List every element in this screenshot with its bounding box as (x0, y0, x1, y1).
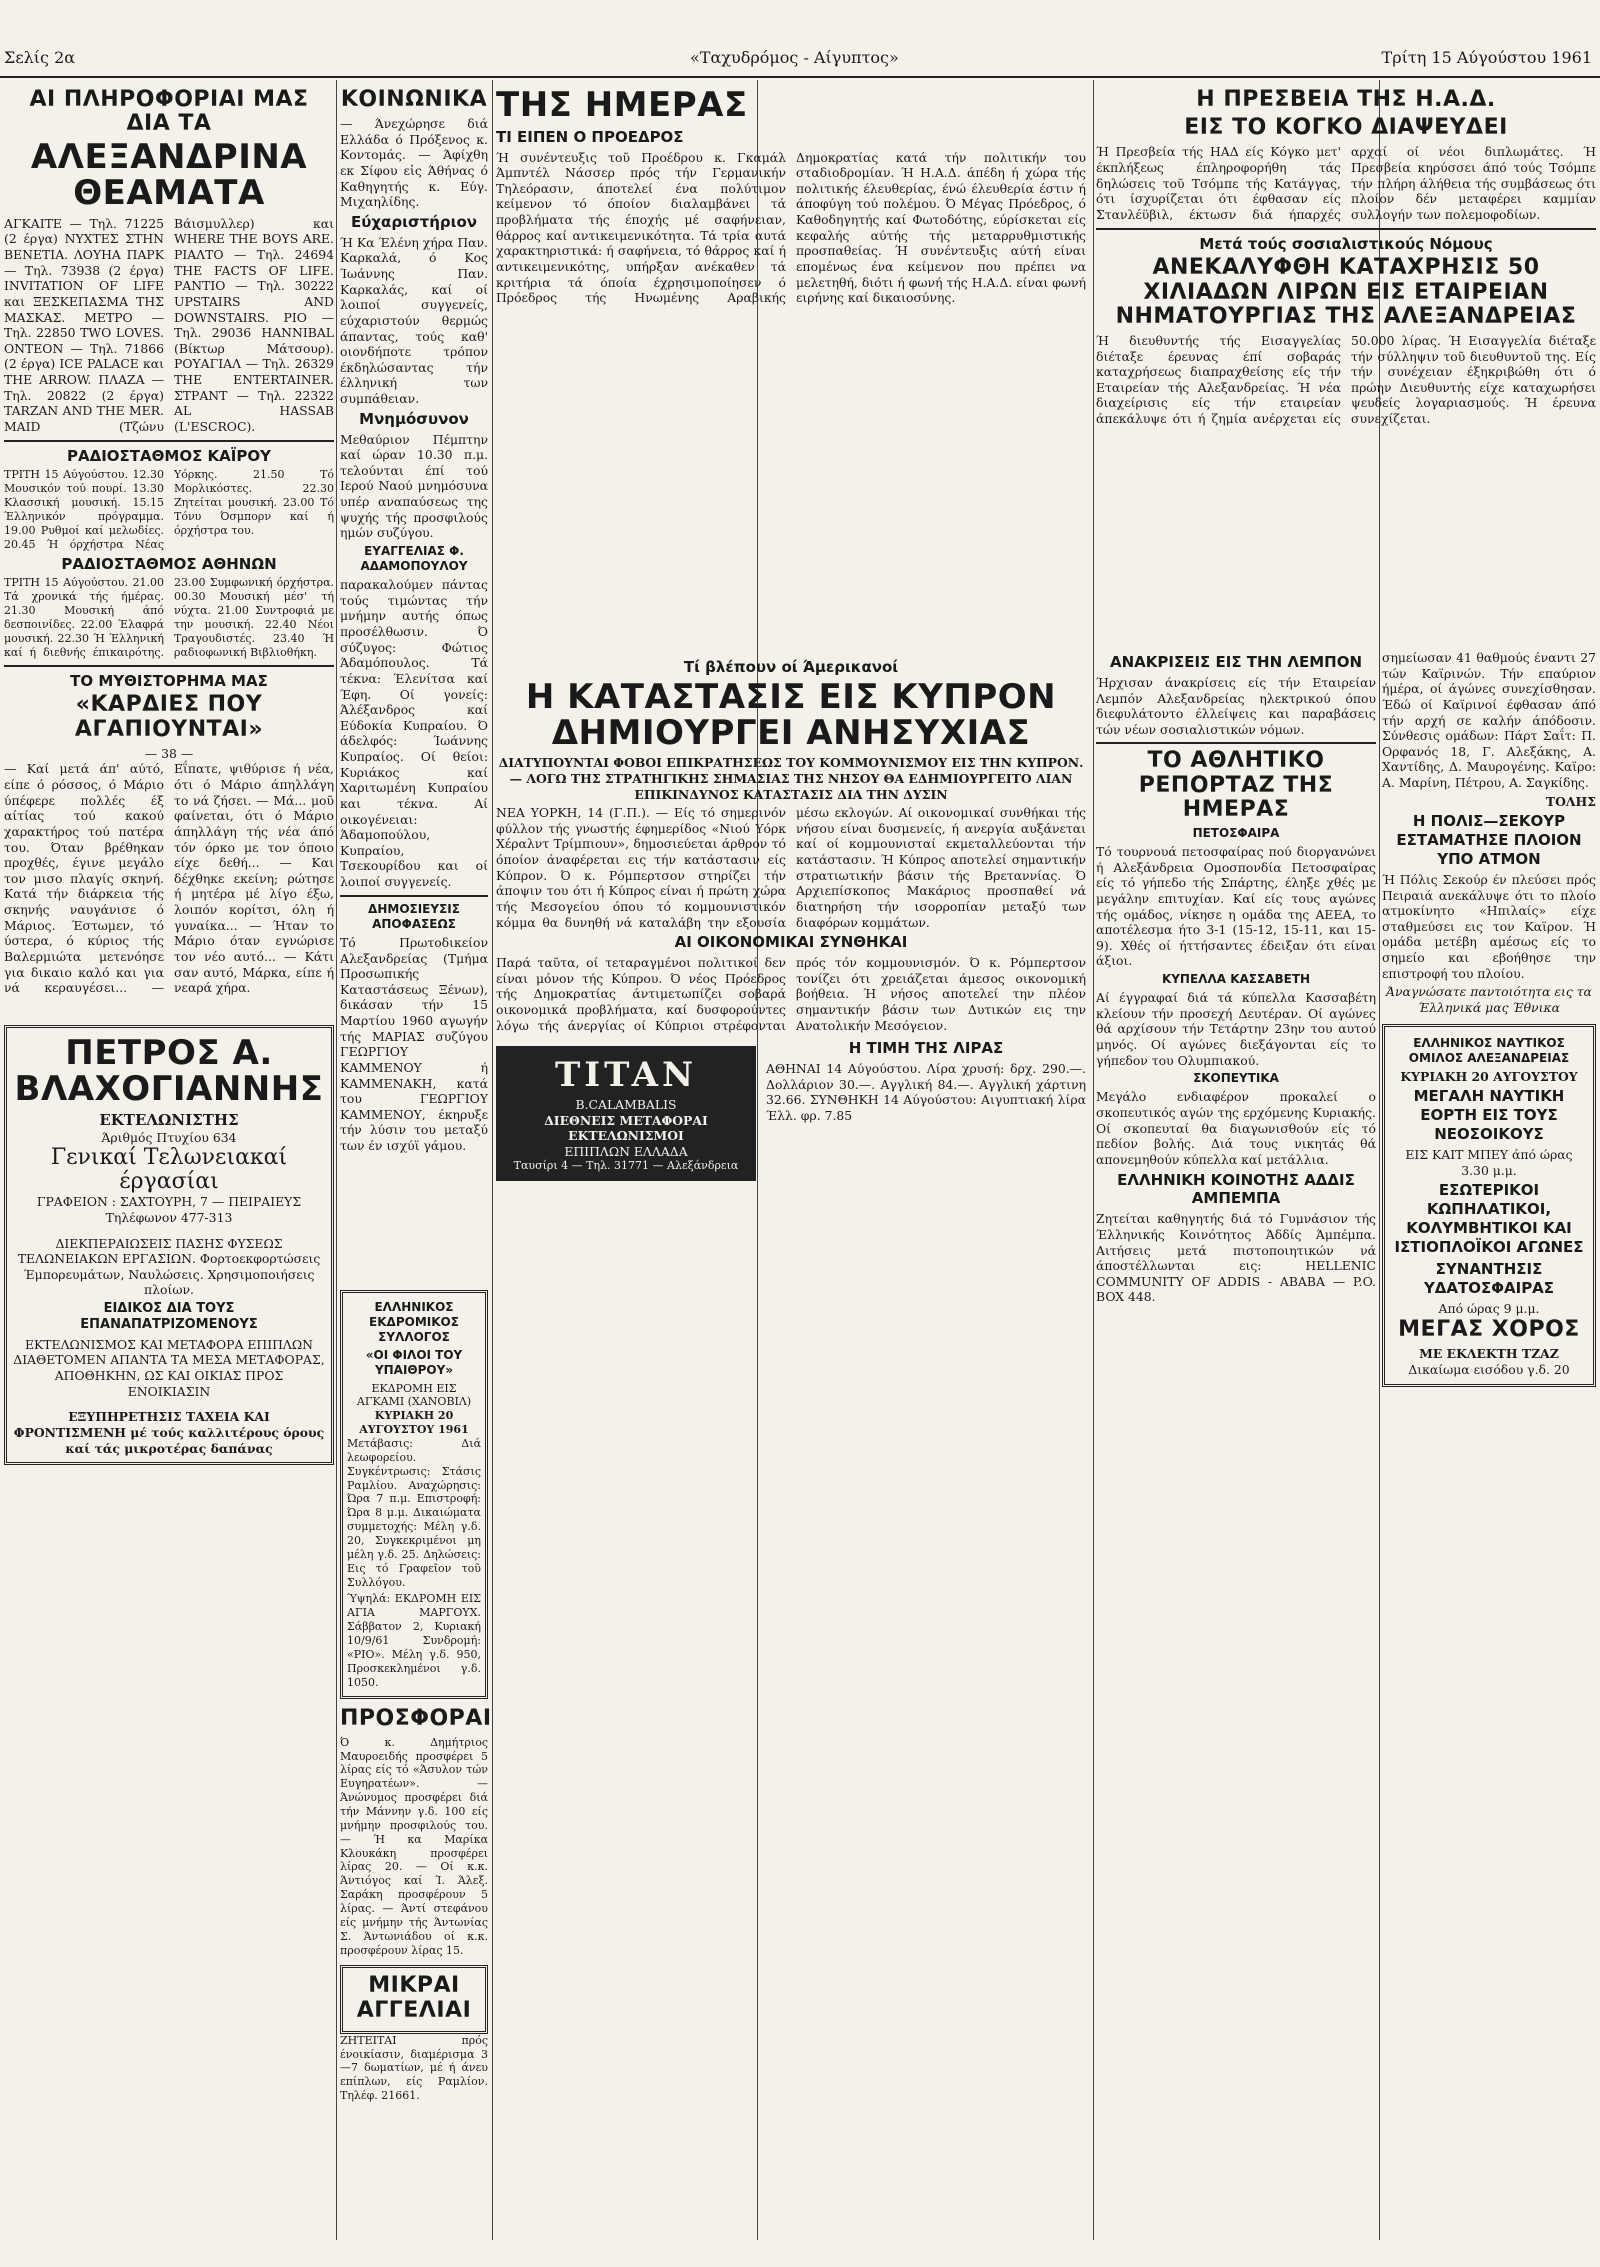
titan-ad (496, 1036, 756, 1181)
theatres-title-2: ΑΛΕΞΑΝΔΡΙΝΑ ΘΕΑΜΑΤΑ (30, 137, 308, 214)
cyprus-headline: Η ΚΑΤΑΣΤΑΣΙΣ ΕΙΣ ΚΥΠΡΟΝ ΔΗΜΙΟΥΡΓΕΙ ΑΝΗΣΥΧΙΑΣ (525, 676, 1057, 753)
radio-cairo-schedule: ΤΡΙΤΗ 15 Αύγούστου. 12.30 Μουσικόν τού πουρί. 13.30 Κλασσική μουσική. 15.15 Έλληνικόν πρόγραμμα. 19.00 Ρυθμοί καί μελωδίες. 20.45 Ή όρχήστρα Νέας Υόρκης. 21.50 Τό Μορλικόστες. 22.30 Ζητείται μουσική. 23.00 Τό Τόνυ Όσμπορν καί ή όρχήστρα του. (4, 468, 334, 551)
sports-title: ΤΟ ΑΘΛΗΤΙΚΟ ΡΕΠΟΡΤΑΖ ΤΗΣ ΗΜΕΡΑΣ (1138, 748, 1334, 822)
naut-from: Από ώρας 9 μ.μ. (1438, 1300, 1540, 1316)
community-text: Ζητείται καθηγητής διά τό Γυμνάσιον τής Έλληνικής Κοινότητος Άδδίς Άμπέμπα. Αιτήσεις μετά πιστοποιητικών νά άποστέλλωνται εις: HELLENIC COMMUNITY OF ADDIS - ABABA — P.O. BOX 448. (1096, 1211, 1376, 1305)
cinema-listings: ΑΓΚΑΙΤΕ — Τηλ. 71225 (2 έργα) ΝΥΧΤΕΣ ΣΤΗΝ ΒΕΝΕΤΙΑ. ΛΟΥΗΑ ΠΑΡΚ — Τηλ. 73938 (2 έργα) INVITATION OF LIFE και ΞΕΣΚΕΠΑΣΜΑ ΤΗΣ ΜΑΣΚΑΣ. ΜΕΤΡΟ — Τηλ. 22850 TWO LOVES. ΟΝΤΕΟΝ — Τηλ. 71866 (2 έργα) ICE PALACE και THE ARROW. ΠΛΑΖΑ — Τηλ. 20822 (2 έργα) TARZAN AND THE MER. MAID (Τζώνυ Βάισμυλλερ) και WHERE THE BOYS ARE. ΡΙΑΛΤΟ — Τηλ. 24694 THE FACTS OF LIFE. ΡΑΝΤΙΟ — Τηλ. 30222 UPSTAIRS AND DOWNSTAIRS. ΡΙΟ — Τηλ. 29036 HANNIBAL (Βίκτωρ Μάτσουρ). ΡΟΥΑΓΙΑΛ — Τηλ. 26329 THE ENTERTAINER. ΣΤΡΑΝΤ — Τηλ. 22322 AL HASSAB (L'ESCROC). (4, 215, 334, 434)
novel-kicker: ΤΟ ΜΥΘΙΣΤΟΡΗΜΑ ΜΑΣ (70, 671, 268, 690)
gold-text: ΑΘΗΝΑΙ 14 Αύγούστου. Λίρα χρυσή: δρχ. 290.—. Δολλάριον 30.—. Αγγλική 84.—. Αγγλική χάρτινη 32.66. ΣΥΝΘΗΚΗ 14 Αύγούστου: Αιγυπτιακή λίρα Έλλ. φρ. 7.85 (766, 1061, 1086, 1123)
dance-fee: Δικαίωμα εισόδου γ.δ. 20 (1408, 1362, 1570, 1378)
column-social (340, 86, 488, 1286)
radio-athens-title: ΡΑΔΙΟΣΤΑΘΜΟΣ ΑΘΗΝΩΝ (61, 554, 277, 573)
ad-footer: ΕΞΥΠΗΡΕΤΗΣΙΣ ΤΑΧΕΙΑ ΚΑΙ ΦΡΟΝΤΙΣΜΕΝΗ μέ τούς καλλιτέρους όρους καί τάς μικροτέρας δαπάνας (13, 1409, 325, 1456)
classifieds (340, 1965, 488, 2033)
column-rule (1093, 80, 1094, 2240)
divider (1096, 742, 1376, 744)
volleyball-title: ΠΕΤΟΣΦΑΙΡΑ (1192, 825, 1280, 840)
titan-sub: B.CALAMBALIS (575, 1096, 677, 1112)
naut-time: ΕΙΣ ΚΑΙΤ ΜΠΕΥ άπό ώρας 3.30 μ.μ. (1405, 1147, 1573, 1178)
social-text: — Άνεχώρησε διά Ελλάδα ό Πρόξενος κ. Κοντομάς. — Άφίχθη εκ Σίφου εἰς Άθήνας ό Καθηγητής κ. Εύγ. Μιχαηλίδης. (340, 116, 488, 210)
ship-text: Ή Πόλις Σεκούρ έν πλεύσει πρός Πειραιά ανεκάλυψε ότι το πλοίο ατμοκίνητο «Ηπιλαίς» είχε σταθμεύσει εις τον Καϊρον. Ή ομάδα μετέβη αμέσως είς το σημείο και εβοήθησε την επιστροφή του πλοίου. (1382, 871, 1596, 981)
titan-line-2: ΕΠΙΠΛΩΝ ΕΛΛΑΔΑ (564, 1143, 688, 1159)
divider (4, 665, 334, 667)
decision-text: Τό Πρωτοδικείον Αλεξανδρείας (Τμήμα Προσωπικής Καταστάσεως Ξένων), δικάσαν τήν 15 Μαρτίου 1960 αγωγήν τής ΜΑΡΙΑΣ συζύγου ΓΕΩΡΓΙΟΥ ΚΑΜΜΕΝΟΥ ή ΚΑΜΜΕΝΑΚΗ, κατά του ΓΕΩΡΓΙΟΥ ΚΑΜΜΕΝΟΥ, έκηρυξε τήν λύσιν του μεταξύ των έν ισχύϊ γάμου. (340, 934, 488, 1154)
page-number: Σελίς 2α (4, 48, 76, 67)
radio-athens-schedule: ΤΡΙΤΗ 15 Αύγούστου. 21.00 Τά χρονικά τής ήμέρας. 21.30 Μουσική άπό δεσποινίδες. 22.00 Έλαφρά μουσική. 22.30 Ή Έλληνική καί ή διεθνής έπικαιρότης. 23.00 Συμφωνική όρχήστρα. 00.30 Μουσική μέσ' τή νύχτα. 21.00 Συντροφιά με την μουσική. 22.40 Νέοι Τραγουδιστές. 23.40 Ή ραδιοφωνική Βιβλιοθήκη. (4, 576, 334, 659)
issue-date: Τρίτη 15 Αύγούστου 1961 (1381, 48, 1592, 67)
column-rule (492, 80, 493, 2240)
ad-phone: Τηλέφωνον 477-313 (105, 1209, 233, 1225)
column-events (1382, 650, 1596, 2220)
memorial-text: Μεθαύριον Πέμπτην καί ώραν 10.30 π.μ. τελούνται έπί τού Ιερού Ναού μνημόσυνα υπέρ αναπαύσεως της ψυχής τής προσφιλούς ημών συζύγου. (340, 431, 488, 541)
column-theatres (4, 86, 334, 996)
radio-cairo-title: ΡΑΔΙΟΣΤΑΘΜΟΣ ΚΑΪΡΟΥ (67, 446, 271, 465)
episode-number: — 38 — (144, 745, 194, 761)
novel-text: — Καί μετά άπ' αύτό, είπε ό ρόσσος, ό Μάριο ύπέφερε πολλές έξ αίτίας τού κακού χαρακτήρος τού πατέρα του. Όταν βρέθηκαν προχθές, έγινε μεγάλο τον μισο πλαγίς σκηνή. Κατά τήν διάρκεια τής σκηνής ναυγάνισε ό Μάριος. Έστωμεν, τό ύστερα, ό κύριος τής Βαλερμιώτα μετενόησε για δικαιο καλό και για νά κεραυγέσει... — Εΐπατε, ψιθύρισε ή νέα, ότι ό Μάριο άπηλλάγη το νά ζήσει. — Μά... μοῦ φαίνεται, ότι ό Μάριο άπηλλάγη τής νέα άπό τόν όρκο με τον όποιο είχε δεθή... — Και δέχθηκε εκείνη; ρώτησε ή μητέρα μέ λίγο έξω, λοιπόν κορίτσι, όλη ή γυναίκα... — Ήταν το Μάριο όταν εγνώρισε τον νέο αυτό... — Κάτι σαν αυτό, Μάρκα, είπε ή νεαρά χήρα. (4, 761, 334, 996)
embassy-title-2: ΕΙΣ ΤΟ ΚΟΓΚΟ ΔΙΑΨΕΥΔΕΙ (1184, 115, 1508, 141)
ad-lines-2: ΕΚΤΕΛΩΝΙΣΜΟΣ ΚΑΙ ΜΕΤΑΦΟΡΑ ΕΠΙΠΛΩΝ ΔΙΑΘΕΤΟΜΕΝ ΑΠΑΝΤΑ ΤΑ ΜΕΣΑ ΜΕΤΑΦΟΡΑΣ, ΑΠΟΘΗΚΗΝ, ΩΣ ΚΑΙ ΟΙΚΙΑΣ ΠΡΟΣ ΕΝΟΙΚΙΑΣΙΝ (13, 1336, 325, 1399)
naut-event: ΜΕΓΑΛΗ ΝΑΥΤΙΚΗ ΕΟΡΤΗ ΕΙΣ ΤΟΥΣ ΝΕΟΣΟΙΚΟΥΣ (1413, 1087, 1565, 1144)
ad-licence: Άριθμός Πτυχίου 634 (101, 1130, 237, 1146)
cyprus-article-2: Παρά ταῦτα, οί τεταραγμένοι πολιτικοί δεν είναι μόνον τής Κύπρου. Ό νέος Πρόεδρος τής Δημοκρατίας άντιμετωπίζει σοβαρά οικονομικά προβλήματα, καί δυσφορούντες λόγω τής άνεργίας οί Κύπριοι στρέφονται πρός τόν κομμουνισμόν. Ό κ. Ρόμπερτσον τονίζει ότι χρειάζεται άμεσος οικονομική βοήθεια. Ή νήσος αποτελεί την πλέον σημαντικήν βάσιν των Δυτικών εις την Ανατολικήν Μεσόγειον. (496, 955, 1086, 1033)
dance-title: ΜΕΓΑΣ ΧΟΡΟΣ (1398, 1317, 1580, 1343)
cup-text: Αί έγγραφαί διά τά κύπελλα Κασσαβέτη κλείουν τήν προσεχή Δευτέραν. Οί αγώνες θά αρχίσουν τήν Τετάρτην 23ην του αυτού μηνός. Οί αγώνες διεξάγονται είς το γήπεδον του Ολυμπιακού. (1096, 990, 1376, 1068)
economic-subhead: ΑΙ ΟΙΚΟΝΟΜΙΚΑΙ ΣΥΝΘΗΚΑΙ (674, 933, 908, 952)
excursion-ad (340, 1290, 488, 1699)
nautical-club-ad (1382, 1024, 1596, 1387)
memorial-text-2: παρακαλούμεν πάντας τούς τιμώντας τήν μνήμην αυτής όπως προσέλθωσιν. Ό σύζυγος: Φώτιος Άδαμόπουλος. Τά τέκνα: Έλενίτσα καί Έφη. Οί γονείς: Άλέξανδρος καί Εύδοκία Κυπραίου. Ό άδελφός: Ίωάννης Κυπραίος. Οί θείοι: Κυριάκος καί Χαριτωμένη Κυπραίου και τέκνα. Αί οικογένειαι: Άδαμοπούλου, Κυπραίου, Τσεκουρίδου και οί λοιποί συγγενείς. (340, 577, 488, 890)
lebon-text: Ήρχισαν άνακρίσεις είς τήν Εταιρείαν Λεμπόν Αλεξανδρείας ηλεκτρικού όπου διεφυλάτοντο έλλείψεις και παραβάσεις τών νέων σοσιαλιστικών νόμων. (1096, 674, 1376, 737)
divider (4, 440, 334, 442)
ad-name: ΠΕΤΡΟΣ Α. ΒΛΑΧΟΓΙΑΝΝΗΣ (14, 1033, 324, 1109)
community-title: ΕΛΛΗΝΙΚΗ ΚΟΙΝΟΤΗΣ ΑΔΔΙΣ ΑΜΠΕΜΠΑ (1117, 1170, 1355, 1208)
offers-text: Ό κ. Δημήτριος Μαυροειδής προσφέρει 5 λίρας είς τό «Άσυλον τών Ευγηρατέων». — Άνώνυμος προσφέρει διά τήν Μάννην γ.δ. 100 είς μνήμην προσφιλούς του. — Ή κα Μαρίκα Κλουκάκη προσφέρει λίρας 20. — Οί κ.κ. Άντιόγος καί Ί. Άλεξ. Σαράκη προσφέρουν 5 λίρας. — Άντί στεφάνου είς μνήμην τής Άντωνίας Σ. Άντωνιάδου οί κ.κ. προσφέρουν λίρας 15. (340, 1735, 488, 1957)
naut-date: ΚΥΡΙΑΚΗ 20 ΑΥΓΟΥΣΤΟΥ (1400, 1068, 1578, 1084)
paper-name: «Ταχυδρόμος - Αίγυπτος» (690, 48, 899, 67)
sports-continued: σημείωσαν 41 θαθμούς έναντι 27 τών Καϊρινών. Τήν επαύριον ήμέρα, οί άγώνες συνεχίσθησαν. Έδώ οί Καϊρινοί έφθασαν άπό τήν αρχή σε καλήν άπόδοσιν. Σύνθεσις ομάδων: Πάρτ Σαΐτ: Π. Ορφανός 18, Γ. Αλεξάκης, Α. Χαντίδης, Δ. Μαυρογένης. Καϊρο: Α. Μαρίνη, Πέτρου, Α. Σαγκίδης. (1382, 650, 1596, 790)
social-title: ΚΟΙΝΩΝΙΚΑ (340, 87, 488, 112)
editorial-title: ΤΗΣ ΗΜΕΡΑΣ (496, 85, 748, 125)
embassy-text: Ή Πρεσβεία τής ΗΑΔ είς Κόγκο μετ' έκπλήξεως έπληροφορήθη τάς δηλώσεις τοῦ Τσόμπε τής Κατάγγας, ότι ίσχυρίζεται ότι έφθασαν είς Στανλέϋβιλ, έκτωσν διά ήπαρχές αρχαί οί νέοι διπλωμάτες. Ή Πρεσβεία κηρύσσει άπό τούς Τσόμπε τήν πλήρη άλήθεια τής συμβάσεως ότι πλοίον δέν μεταφέρει καμμίαν συλλογήν των πολεμοφοδίων. (1096, 144, 1596, 222)
titan-brand: TITAN (554, 1055, 698, 1096)
volleyball-text: Τό τουρνουά πετοσφαίρας πού διοργανώνει ή Αλεξάνδρεια Ομοσπονδία Πετοσφαίρας είς τό γήπεδο τής Σπάρτης, έληξε χθές με μεγάλην επιτυχίαν. Καί είς τους αγώνες τής ομάδος, νίκησε η ομάδα της ΑΕΕΑ, το αποτέλεσμα ήτο 3-1 (15-12, 15-11, και 15-9). Χθές οί ήττήσαντες έδειξαν ότι είναι άξιοι. (1096, 844, 1376, 969)
author: ΤΟΛΗΣ (1545, 793, 1596, 809)
cyprus-subhead: ΔΙΑΤΥΠΟΥΝΤΑΙ ΦΟΒΟΙ ΕΠΙΚΡΑΤΗΣΕΩΣ ΤΟΥ ΚΟΜΜΟΥΝΙΣΜΟΥ ΕΙΣ ΤΗΝ ΚΥΠΡΟΝ. — ΛΟΓΩ ΤΗΣ ΣΤΡΑΤΗΓΙΚΗΣ ΣΗΜΑΣΙΑΣ ΤΗΣ ΝΗΣΟΥ ΘΑ ΕΔΗΜΙΟΥΡΓΕΙΤΟ ΛΙΑΝ ΕΠΙΚΙΝΔΥΝΟΣ ΚΑΤΑΣΤΑΣΙΣ ΔΙΑ ΤΗΝ ΔΥΣΙΝ (498, 755, 1084, 802)
divider (340, 895, 488, 897)
editorial-byline: ΤΙ ΕΙΠΕΝ Ο ΠΡΟΕΔΡΟΣ (496, 127, 684, 146)
ad-role: ΕΚΤΕΛΩΝΙΣΤΗΣ (99, 1111, 239, 1130)
shooting-title: ΣΚΟΠΕΥΤΙΚΑ (1193, 1071, 1279, 1086)
thanks-title: Εύχαριστήριον (351, 212, 477, 231)
dance-sub: ΜΕ ΕΚΛΕΚΤΗ ΤΖΑΖ (1419, 1346, 1559, 1362)
fraud-kicker: Μετά τούς σοσιαλιστικούς Νόμους (1199, 234, 1493, 253)
fraud-headline: ΑΝΕΚΑΛΥΦΘΗ ΚΑΤΑΧΡΗΣΙΣ 50 ΧΙΛΙΑΔΩΝ ΛΙΡΩΝ ΕΙΣ ΕΤΑΙΡΕΙΑΝ ΝΗΜΑΤΟΥΡΓΙΑΣ ΤΗΣ ΑΛΕΞΑΝΔΡΕΙΑΣ (1115, 255, 1577, 329)
embassy-title: Η ΠΡΕΣΒΕΙΑ ΤΗΣ Η.Α.Δ. (1196, 87, 1496, 112)
cup-title: ΚΥΠΕΛΛΑ ΚΑΣΣΑΒΕΤΗ (1161, 972, 1311, 987)
ad-lines: ΔΙΕΚΠΕΡΑΙΩΣΕΙΣ ΠΑΣΗΣ ΦΥΣΕΩΣ ΤΕΛΩΝΕΙΑΚΩΝ ΕΡΓΑΣΙΩΝ. Φορτοεκφορτώσεις Έμπορευμάτων, Ναυλώσεις. Χρησιμοποιήσεις πλοίων. (17, 1235, 321, 1298)
column-editorial (496, 86, 1086, 646)
club-trip: ΕΚΔΡΟΜΗ ΕΙΣ ΑΓΚΑΜΙ (ΧΑΝΟΒΙΛ) (356, 1381, 472, 1409)
club-more: Ύψηλά: ΕΚΔΡΟΜΗ ΕΙΣ ΑΓΙΑ ΜΑΡΓΟΥΧ. Σάββατον 2, Κυριακή 10/9/61 Συνδρομή: «ΡΙΟ». Μέλη γ.δ. 950, Προσκεκλημένοι γ.δ. 1050. (347, 1592, 481, 1689)
cyprus-article: ΝΕΑ ΥΟΡΚΗ, 14 (Γ.Π.). — Είς τό σημερινόν φύλλον τής γνωστής έφημερίδος «Νιού Υόρκ Χέραλντ Τρίμπιουν», δημοσιεύεται άρθρον τό όποίον άναφέρεται εις τήν κατάστασιν είς Κύπρον. Ό κ. Ρόμπερτσον στηρίζει τήν άποψιν του ότι ή Κύπρος είναι ή πρώτη χώρα τής Μεσογείου όπου τό κομμουνιστικόν κόμμα θα δυνηθή νά καταλάβη την εξουσία μέσω εκλογών. Αί οικονομικαί συνθήκαι τής νήσου είναι δυσμενείς, ή ανεργία αυξάνεται καί οί κομμουνισταί εκμεταλλεύονται τήν κατάστασιν. Ή Κύπρος αποτελεί σημαντικήν στρατιωτικήν βάσιν τής Βρεταννίας. Ό Αρχιεπίσκοπος Μακάριος προσπαθεί νά διατηρήση τήν ισορροπίαν μεταξύ των διαφόρων κομμάτων. (496, 805, 1086, 930)
offers-title: ΠΡΟΣΦΟΡΑΙ (340, 1706, 492, 1732)
column-rule (336, 80, 337, 2240)
fraud-article: Ή διευθυντής τής Εισαγγελίας διέταξε έρευνας έπί σοβαράς καταχρήσεως διαπραχθείσης είς τήν Εταιρείαν τής Αλεξανδρείας. Ή νέα διαχείρισις είς τήν εταιρείαν άπεκάλυψε ότι ή ζημία ανέρχεται είς 50.000 λίρας. Ή Εισαγγελία διέταξε τήν σύλληψιν τοῦ διευθυντοῦ της. Είς τήν συνέχειαν έξηκριβώθη ότι ό πρώην Διευθυντής είχε καταχωρήσει ψευδείς λογαριασμούς. Ή έρευνα συνεχίζεται. (1096, 332, 1596, 427)
naut-list: ΕΣΩΤΕΡΙΚΟΙ ΚΩΠΗΛΑΤΙΚΟΙ, ΚΟΛΥΜΒΗΤΙΚΟΙ ΚΑΙ ΙΣΤΙΟΠΛΟΪΚΟΙ ΑΓΩΝΕΣ (1394, 1181, 1584, 1256)
gold-price (766, 1036, 1086, 1181)
club-text: Μετάβασις: Διά λεωφορείου. Συγκέντρωσις: Στάσις Ραμλίου. Αναχώρησις: Ώρα 7 π.μ. Επιστροφή: Ώρα 8 μ.μ. Δικαιώματα συμμετοχής: Μέλη γ.δ. 20, Συγκεκριμένοι μη μέλη γ.δ. 25. Δηλώσεις: Εις τό Γραφεῖον τοῦ Συλλόγου. (347, 1436, 481, 1589)
ad-address: ΓΡΑΦΕΙΟΝ : ΣΑΧΤΟΥΡΗ, 7 — ΠΕΙΡΑΙΕΥΣ (36, 1194, 302, 1210)
column-cyprus (496, 655, 1086, 2105)
club-date: ΚΥΡΙΑΚΗ 20 ΑΥΓΟΥΣΤΟΥ 1961 (359, 1409, 469, 1437)
editorial-text: Ή συνέντευξις τοῦ Προέδρου κ. Γκαμάλ Άμπντέλ Νάσσερ πρός τήν Γερμανικήν Τηλεόρασιν, άποτελεί ένα πολύτιμον κείμενον τό όποίον διαλαμβάνει τά προβλήματα τής έποχής μέ σαφήνειαν, θάρρος καί αντικειμενικότητα. Τά τρία αυτά χαρακτηριστικά: ή σαφήνεια, τό θάρρος καί ή αντικειμενικότης, υπήρξαν ανέκαθεν τά κριτήρια τά όποία έχρησιμοποίησεν ό Πρόεδρος τής Ηνωμένης Αραβικής Δημοκρατίας κατά τήν πολιτικήν του σταδιοδρομίαν. Ή Η.Α.Δ. άπέδη ή χώρα τής πολιτικής έλευθερίας, ένώ έλευθερία έστιν ή άποφύγη τού πολέμου. Ό Μέγας Πρόεδρος, ό Καθοδηγητής καί Φωτοδότης, εύρίσκεται είς κεφαλής αύτής τής μεταρρυθμιστικής προσπαθείας. Ή συνέντευξις αύτή είναι επομένως ένα κείμενον που πρέπει να μελετηθή, διότι ή φωνή τής Η.Α.Δ. είναι φωνή ειρήνης καί δικαιοσύνης. (496, 149, 1086, 306)
theatres-title: ΑΙ ΠΛΗΡΟΦΟΡΙΑΙ ΜΑΣ ΔΙΑ ΤΑ (29, 87, 309, 137)
reading-notice: Άναγνώσατε παντοιότητα εις τα Έλληνικά μας Έθνικα (1386, 984, 1592, 1015)
memorial-title: Μνημόσυνον (359, 409, 469, 428)
naut-water: ΣΥΝΑΝΤΗΣΙΣ ΥΔΑΤΟΣΦΑΙΡΑΣ (1423, 1259, 1555, 1297)
cyprus-kicker: Τί βλέπουν οί Άμερικανοί (683, 658, 899, 676)
column-embassy (1096, 86, 1596, 646)
column-customs-ad (4, 985, 334, 2215)
ad-special: ΕΙΔΙΚΟΣ ΔΙΑ ΤΟΥΣ ΕΠΑΝΑΠΑΤΡΙΖΟΜΕΝΟΥΣ (80, 1301, 258, 1333)
titan-address: Ταυσίρι 4 — Τηλ. 31771 — Αλεξάνδρεια (513, 1159, 739, 1173)
classifieds-text: ΖΗΤΕΙΤΑΙ πρός ένοικίασιν, διαμέρισμα 3—7 δωματίων, μέ ή άνευ επίπλων, είς Ραμλίον. Τηλέφ. 21661. (340, 2033, 488, 2103)
customs-ad (4, 1025, 334, 1465)
naut-club: ΕΛΛΗΝΙΚΟΣ ΝΑΥΤΙΚΟΣ ΟΜΙΛΟΣ ΑΛΕΞΑΝΔΡΕΙΑΣ (1408, 1035, 1570, 1065)
titan-line-1: ΔΙΕΘΝΕΙΣ ΜΕΤΑΦΟΡΑΙ ΕΚΤΕΛΩΝΙΣΜΟΙ (544, 1112, 708, 1144)
ship-headline: Η ΠΟΛΙΣ—ΣΕΚΟΥΡ ΕΣΤΑΜΑΤΗΣΕ ΠΛΟΙΟΝ ΥΠΟ ΑΤΜΟΝ (1396, 812, 1582, 869)
club-name-2: «ΟΙ ΦΙΛΟΙ ΤΟΥ ΥΠΑΙΘΡΟΥ» (365, 1348, 463, 1378)
divider (1096, 228, 1596, 230)
memorial-name: ΕΥΑΓΓΕΛΙΑΣ Φ. ΑΔΑΜΟΠΟΥΛΟΥ (360, 543, 468, 574)
shooting-text: Μεγάλο ενδιαφέρον προκαλεί ο σκοπευτικός αγών της ερχόμενης Κυριακής. Οί σκοπευταί θα διαγωνισθούν είς τό πεδίον βολής. Διά τους νικητάς θά απονεμηθούν κύπελλα καί μετάλλια. (1096, 1089, 1376, 1167)
club-name: ΕΛΛΗΝΙΚΟΣ ΕΚΔΡΟΜΙΚΟΣ ΣΥΛΛΟΓΟΣ (369, 1300, 459, 1345)
column-sports (1096, 650, 1376, 2220)
decision-title: ΔΗΜΟΣΙΕΥΣΙΣ ΑΠΟΦΑΣΕΩΣ (368, 901, 460, 931)
column-announcements (340, 1290, 492, 2220)
ad-services: Γενικαί Τελωνειακαί έργασίαι (50, 1144, 288, 1195)
lebon-subhead: ΑΝΑΚΡΙΣΕΙΣ ΕΙΣ ΤΗΝ ΛΕΜΠΟΝ (1109, 653, 1362, 671)
masthead (0, 42, 1600, 78)
thanks-text: Ή Κα Έλένη χήρα Παν. Καρκαλά, ό Κος Ίωάννης Παν. Καρκαλάς, καί οί λοιποί συγγενείς, εύχαριστούν θερμώς άπαντας, τούς καθ' οιονδήποτε τρόπον έκδηλώσαντας τήν έλληνική των συμπάθειαν. (340, 234, 488, 407)
novel-title: «ΚΑΡΔΙΕΣ ΠΟΥ ΑΓΑΠΙΟΥΝΤΑΙ» (74, 692, 264, 742)
classifieds-title: ΜΙΚΡΑΙ ΑΓΓΕΛΙΑΙ (356, 1973, 472, 2023)
gold-title: Η ΤΙΜΗ ΤΗΣ ΛΙΡΑΣ (848, 1039, 1004, 1058)
